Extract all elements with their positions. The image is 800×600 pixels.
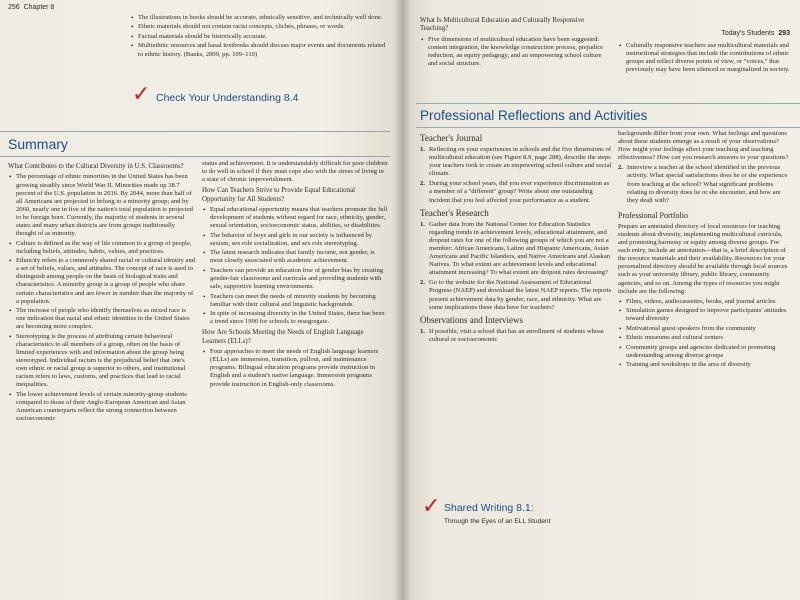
list-item: • Equal educational opportunity means that teachers promote the full development of students without regard for race, ethnicity, gender, sexual orientation, socioeconomic status, abilities, or disabilities. [202,206,388,230]
portfolio-text: Prepare an annotated directory of local resources for teaching students about diversity, implementing multicultural curricula, and promoting harmony or equity among diverse groups. For each entry, include an annotation—that is, a brief description of the resource materials and their availability. Resources for your personalized directory should be available through local sources such as your university library, public library, community agencies, and so on. Among the types of resources you might include are the following: [618,222,788,295]
list-item: • Ethnic materials should not contain racist concepts, clichés, phrases, or words. [130,23,388,31]
check-understanding-label: Check Your Understanding 8.4 [156,92,299,104]
list-item: • Training and workshops in the area of diversity [618,361,790,369]
page-number: 293 [778,30,790,37]
list-item: • Films, videos, audiocassettes, books, and journal articles [618,298,790,306]
divider [416,127,800,128]
list-item: • Ethnicity refers to a commonly shared racial or cultural identity and a set of beliefs, values, and attitudes. The concept of race is used to distinguish among people on the basis of biological traits and characteristics. A minority group is a group of people who share certain characteristics and are fewer in number than the majority of a population. [8,257,196,306]
list-item: • Motivational guest speakers from the community [618,325,790,333]
checkmark-icon: ✓ [422,494,441,519]
continuation-text: backgrounds differ from your own. What feelings and questions about these students emerge as a result of your observations? How might your feelings affect your teaching and teaching effectiveness? How can you research answers to your questions? [618,130,789,162]
shared-writing-title: Shared Writing 8.1: [444,502,534,514]
top-bullets [130,14,388,60]
list-item: • The lower achievement levels of certain minority-group students compared to those of their Anglo-European American and Asian American counterparts reflect the strong connection between socioeconomic [8,391,196,423]
page-number: 256 [8,4,20,11]
list-item: • Teachers can provide an education free of gender bias by creating gender-fair classrooms and curricula and providing students with safe, supportive learning environments. [202,267,388,291]
list-item: • Factual materials should be historically accurate. [130,33,388,41]
list-item: • The latest research indicates that family income, not gender, is most closely associated with academic achievement. [202,249,388,265]
list-item: • Four approaches to meet the needs of English language learners (ELLs) are immersion, transition, pullout, and maintenance programs. Bilingual education programs provide instruction in English and a student's native language. Immersion programs provide instruction in English-only classrooms. [202,348,388,388]
list-item: 1. Reflecting on your experiences in schools and the five dimensions of multicultural education (see Figure 8.9, page 288), describe the steps your teachers took to create an empowering school culture and social climate. [420,146,612,178]
list-item: • Teachers can meet the needs of minority students by becoming familiar with their cultural and linguistic backgrounds. [202,293,388,309]
chapter-title: Today's Students [721,30,775,37]
list-item: 2. During your school years, did you ever experience discrimination as a member of a "different" group? Write about one outstanding incident that you feel affected your performance as a student. [420,180,610,204]
portfolio-title: Professional Portfolio [618,210,688,220]
right-page [402,0,800,600]
running-head-right [721,30,790,37]
teachers-research-title: Teacher's Research [420,207,489,218]
shared-writing-subtitle: Through the Eyes of an ELL Student [444,518,551,525]
book-gutter [393,0,411,600]
divider [416,103,800,104]
list-item: 2. Interview a teacher at the school identified in the previous activity. What special satisfactions does he or she experience from teaching at the school? What significant problems relating to diversity does he or she encounter, and how are they dealt with? [618,164,788,204]
summary-column-1 [8,160,196,425]
top-column-1 [420,14,610,70]
observations-title: Observations and Interviews [420,314,523,325]
list-item: • Community groups and agencies dedicated to promoting understanding among diverse groups [618,344,790,360]
section-question: What Contributes to the Cultural Diversity in U.S. Classrooms? [8,163,184,170]
list-item: • Stereotyping is the process of attributing certain behavioral characteristics to all members of a group, often on the basis of limited experiences with and information about the group being stereotyped. Individual racism is the prejudicial belief that one's own ethnic or racial group is superior to others, and institutional racism refers to laws, customs, and practices that lead to racial inequalities. [8,333,196,390]
list-item: • Culture is defined as the way of life common to a group of people, including beliefs, attitudes, habits, values, and practices. [8,240,196,256]
list-item: • The percentage of ethnic minorities in the United States has been growing steadily since World War II. Minorities made up 38.7 percent of the U.S. population in 2016. By 2044, more than half of all Americans are projected to belong to a minority group; and by 2060, nearly one in five of the nation's total population is projected to be foreign born. Currently, the majority of students in several states and many urban districts are from groups traditionally thought of as minority. [8,173,196,238]
summary-column-2 [202,160,388,390]
list-item: 1. If possible, visit a school that has an enrollment of students whose cultural or socioeconomic [420,327,604,343]
divider [0,131,390,132]
section-question: How Are Schools Meeting the Needs of English Language Learners (ELLs)? [202,329,364,345]
check-understanding[interactable] [132,82,382,108]
list-item: • Culturally responsive teachers use multicultural materials and instructional strategies that include the contributions of ethnic groups and reflect diverse points of view, or "voices," that previously may have been silenced or marginalized in society. [618,42,790,74]
divider [0,156,390,157]
list-item: • In spite of increasing diversity in the United States, there has been a trend since 1990 for schools to resegregate. [202,310,388,326]
summary-title: Summary [8,136,68,152]
section-title: Professional Reflections and Activities [420,108,648,123]
section-question: What Is Multicultural Education and Culturally Responsive Teaching? [420,17,585,33]
activities-column-2 [618,130,790,371]
list-item: • The behavior of boys and girls in our society is influenced by sexism, sex role socialization, and sex role stereotyping. [202,232,388,248]
list-item: • The illustrations in books should be accurate, ethnically sensitive, and technically well done. [130,14,388,22]
top-column-2 [618,42,790,76]
list-item: • Simulation games designed to improve participants' attitudes toward diversity [618,307,790,323]
activities-column-1 [420,130,612,344]
list-item: • Ethnic museums and cultural centers [618,334,790,342]
list-item: • The increase of people who identify themselves as mixed race is one indication that racial and ethnic identities in the United States are becoming more complex. [8,307,196,331]
list-item: 2. Go to the website for the National Assessment of Educational Progress (NAEP) and download the latest NAEP reports. The reports present achievement data by gender, race, and ethnicity. What are some implications these data have for teachers? [420,279,612,311]
continuation-text: status and achievement. It is understandably difficult for poor children to do well in school if they must cope also with the stress of living in a state of chronic impoverishment. [202,160,388,184]
running-head-left [8,4,54,11]
shared-writing[interactable] [422,494,612,538]
checkmark-icon: ✓ [132,82,151,107]
list-item: • Five dimensions of multicultural education have been suggested: content integration, the knowledge construction process, prejudice reduction, an equity pedagogy, and an empowering school culture and social structure. [420,36,610,68]
teachers-journal-title: Teacher's Journal [420,133,483,143]
chapter-label: Chapter 8 [23,4,55,11]
section-question: How Can Teachers Strive to Provide Equal Educational Opportunity for All Students? [202,187,356,203]
list-item: • Multiethnic resources and basal textbooks should discuss major events and documents related to ethnic history. (Banks, 2009, pp. 109–110) [130,42,388,58]
list-item: 1. Gather data from the National Center for Education Statistics regarding trends in achievement levels, educational attainment, and dropout rates for one of the following groups of which you are not a member: African Americans, Latino and Hispanic Americans, Asian Americans and Pacific Islanders, and Native Americans and Alaskan Natives. To what extent are achievement levels and educational attainment increasing? To what extent are dropout rates decreasing? [420,220,611,277]
